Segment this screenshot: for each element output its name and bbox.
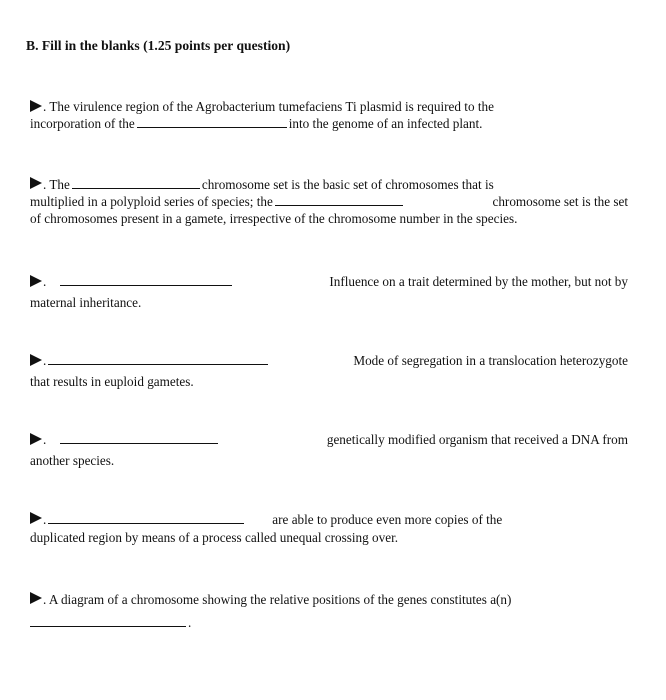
answer-blank[interactable] [60, 431, 218, 444]
question-1 [30, 98, 628, 132]
arrow-bullet-icon [30, 592, 42, 604]
question-text: duplicated region by means of a process called unequal crossing over. [30, 530, 399, 545]
question-text: that results in euploid gametes. [30, 374, 194, 389]
arrow-bullet-icon [30, 100, 42, 112]
arrow-bullet-icon [30, 177, 42, 189]
answer-blank[interactable] [48, 352, 268, 365]
question-text: are able to produce even more copies of the [272, 512, 503, 527]
section-heading: B. Fill in the blanks (1.25 points per question) [26, 38, 291, 53]
answer-blank[interactable] [30, 614, 186, 627]
answer-blank[interactable] [72, 176, 200, 189]
question-text: into the genome of an infected plant. [288, 116, 483, 131]
question-text: another species. [30, 453, 115, 468]
question-text: chromosome set is the set [492, 194, 628, 209]
question-text: chromosome set is the basic set of chromosomes that is [201, 177, 494, 192]
question-text: . A diagram of a chromosome showing the relative positions of the genes constitutes a(n) [43, 592, 512, 607]
question-2 [30, 176, 628, 227]
question-text: of chromosomes present in a gamete, irrespective of the chromosome number in the species. [30, 211, 518, 226]
question-text: maternal inheritance. [30, 295, 142, 310]
question-text: . The virulence region of the Agrobacterium tumefaciens Ti plasmid is required to the [43, 99, 494, 114]
question-text: multiplied in a polyploid series of species; the [30, 194, 273, 209]
question-5 [30, 431, 628, 469]
arrow-bullet-icon [30, 512, 42, 524]
arrow-bullet-icon [30, 275, 42, 287]
question-4 [30, 352, 628, 390]
question-text: . [43, 432, 47, 447]
arrow-bullet-icon [30, 433, 42, 445]
question-text: Influence on a trait determined by the mother, but not by [329, 274, 628, 289]
question-text: genetically modified organism that received a DNA from [326, 432, 628, 447]
question-text: . The [43, 177, 70, 192]
answer-blank[interactable] [275, 193, 403, 206]
question-text: . [43, 353, 47, 368]
question-3 [30, 273, 628, 311]
question-7 [30, 591, 628, 631]
answer-blank[interactable] [137, 115, 287, 128]
answer-blank[interactable] [60, 273, 232, 286]
question-text: incorporation of the [30, 116, 135, 131]
question-text: . [188, 615, 192, 630]
answer-blank[interactable] [48, 511, 244, 524]
question-text: . [43, 274, 47, 289]
question-6 [30, 511, 628, 546]
arrow-bullet-icon [30, 354, 42, 366]
question-text: . [43, 512, 47, 527]
question-text: Mode of segregation in a translocation heterozygote [353, 353, 628, 368]
